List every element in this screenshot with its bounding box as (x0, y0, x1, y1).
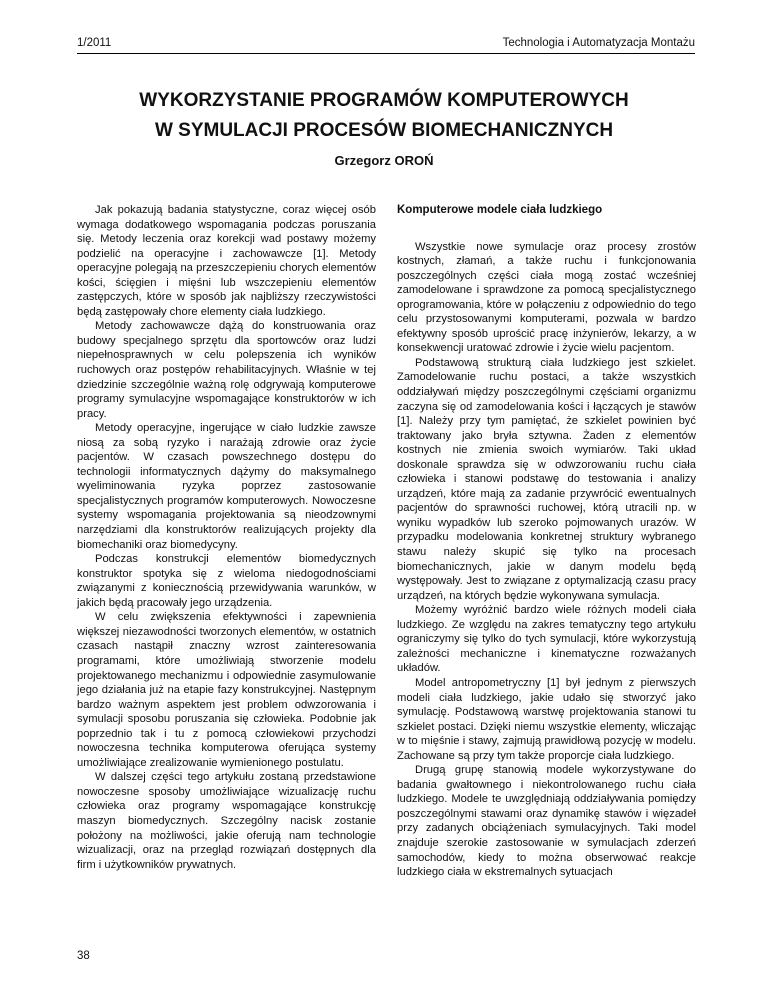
page-number: 38 (77, 950, 90, 962)
paragraph: Podstawową strukturą ciała ludzkiego jest szkielet. Zamodelowanie ruchu postaci, a także wszystkich oddziaływań między poszczególnymi częściami organizmu zaczyna się od zamodelowania kości i łączących je stawów [1]. Należy przy tym pamiętać, że szkielet powinien być traktowany jako bryła sztywna. Żaden z elementów kostnych nie zmienia swoich wymiarów. Taki układ doskonale sprawdza się w odwzorowaniu ruchu ciała człowieka i stanowi podstawę do testowania i analizy urządzeń, które mają za zadanie przywrócić ewentualnych pacjentów do sprawności ruchowej, którą utracili np. w wyniku wypadków lub szeroko pojmowanych urazów. W przypadku modelowania konkretnej struktury wybranego stawu należy skupić się tylko na procesach biomechanicznych, jakie w danym modelu będą występowały. Jest to związane z optymalizacją czasu pracy urządzeń, na których będzie wykonywana symulacja. (397, 356, 696, 602)
journal-name: Technologia i Automatyzacja Montażu (502, 37, 695, 49)
paragraph: Jak pokazują badania statystyczne, coraz więcej osób wymaga dodatkowego wspomagania podczas poruszania się. Metody leczenia oraz korekcji wad postawy możemy podzielić na operacyjne i zachowawcze [1]. Metody operacyjne polegają na przeszczepieniu chorych elementów kości, ścięgien i mięśni lub wszczepieniu elementów zastępczych, które w sposób jak najbliższy rzeczywistości będą zastępowały chore elementy ciała ludzkiego. (77, 204, 376, 318)
article-author: Grzegorz OROŃ (334, 153, 434, 168)
paragraph: Model antropometryczny [1] był jednym z pierwszych modeli ciała ludzkiego, jakie udało się stworzyć jako symulację. Podstawową warstwę projektowania stanowi tu szkielet postaci. Dzięki niemu wszystkie elementy, wliczając w to mięśnie i stawy, zajmują prawidłową pozycję w modelu. Zachowane są przy tym także proporcje ciała ludzkiego. (397, 676, 696, 762)
paragraph: Metody zachowawcze dążą do konstruowania oraz budowy specjalnego sprzętu dla sportowców oraz ludzi niepełnosprawnych w celu polepszenia ich wyników ruchowych oraz postępów rehabilitacyjnych. Właśnie w tej dziedzinie szczególnie ważną rolę odgrywają komputerowe programy symulacyjne wspomagające konstruktorów w ich pracy. (77, 320, 376, 420)
article-title-line-1: WYKORZYSTANIE PROGRAMÓW KOMPUTEROWYCH (139, 90, 629, 111)
paragraph: W dalszej części tego artykułu zostaną przedstawione nowoczesne sposoby umożliwiające wizualizację ruchu człowieka oraz programy wspomagające konstrukcję maszyn biomedycznych. Szczególny nacisk zostanie położony na możliwości, jakie oferują nam technologie wizualizacji, oraz na przegląd rozwiązań dostępnych dla firm i użytkowników prywatnych. (77, 771, 376, 871)
paragraph: W celu zwiększenia efektywności i zapewnienia większej niezawodności tworzonych elementów, w ostatnich czasach nastąpił znaczny wzrost zainteresowania programami, które umożliwiają stworzenie modelu projektowanego mechanizmu i odpowiednie zasymulowanie jego działania już na etapie fazy konstrukcyjnej. Następnym bardzo ważnym aspektem jest problem odwzorowania i symulacji sposobu poruszania się człowieka. Podobnie jak poprzednio tak i tu z pomocą człowiekowi przychodzi nowoczesna technika komputerowa oferująca systemy umożliwiające zrealizowanie wymienionego postulatu. (77, 611, 376, 769)
paragraph: Drugą grupę stanowią modele wykorzystywane do badania gwałtownego i niekontrolowanego ruchu ciała ludzkiego. Modele te uwzględniają oddziaływania pomiędzy poszczególnymi stawami oraz dynamikę stawów i więzadeł przy zadanych obciążeniach symulacyjnych. Taki model znajduje szerokie zastosowanie w symulacjach zderzeń samochodów, kiedy to można obserwować reakcje ludzkiego ciała w ekstremalnych sytuacjach (397, 764, 696, 879)
paragraph: Podczas konstrukcji elementów biomedycznych konstruktor spotyka się z wieloma niedogodnościami związanymi z koniecznością przewidywania warunków, w jakich będą pracowały jego urządzenia. (77, 553, 376, 609)
right-column (397, 203, 696, 880)
left-column (77, 203, 376, 872)
section-heading: Komputerowe modele ciała ludzkiego (397, 204, 603, 216)
paragraph: Wszystkie nowe symulacje oraz procesy zrostów kostnych, złamań, a także ruchu i funkcjonowania poszczególnych części ciała mogą zostać wcześniej zamodelowane i sprawdzone za pomocą specjalistycznego oprogramowania, które w połączeniu z odpowiednio do tego celu przystosowanymi komputerami, pozwala w bardzo efektywny sposób uprościć pracę inżynierów, lekarzy, a w konsekwencji uratować zdrowie i życie wielu pacjentom. (397, 240, 696, 355)
paragraph: Metody operacyjne, ingerujące w ciało ludzkie zawsze niosą za sobą ryzyko i narażają zdrowie oraz życie pacjentów. W czasach powszechnego dostępu do technologii informatycznych dążymy do maksymalnego wyeliminowania ryzyka poprzez zastosowanie specjalistycznych programów komputerowych. Nowoczesne systemy wspomagania projektowania są nieodzownymi narzędziami dla konstruktorów realizujących projekty dla biomechaniki oraz biomedycyny. (77, 422, 376, 551)
paragraph: Możemy wyróżnić bardzo wiele różnych modeli ciała ludzkiego. Ze względu na zakres tematyczny tego artykułu ograniczymy się tylko do tych symulacji, które wykorzystują zależności mechaniczne i kinematyczne rozważanych układów. (397, 604, 696, 675)
article-title-line-2: W SYMULACJI PROCESÓW BIOMECHANICZNYCH (154, 120, 614, 141)
header-rule (77, 53, 695, 54)
issue-number: 1/2011 (77, 37, 112, 49)
